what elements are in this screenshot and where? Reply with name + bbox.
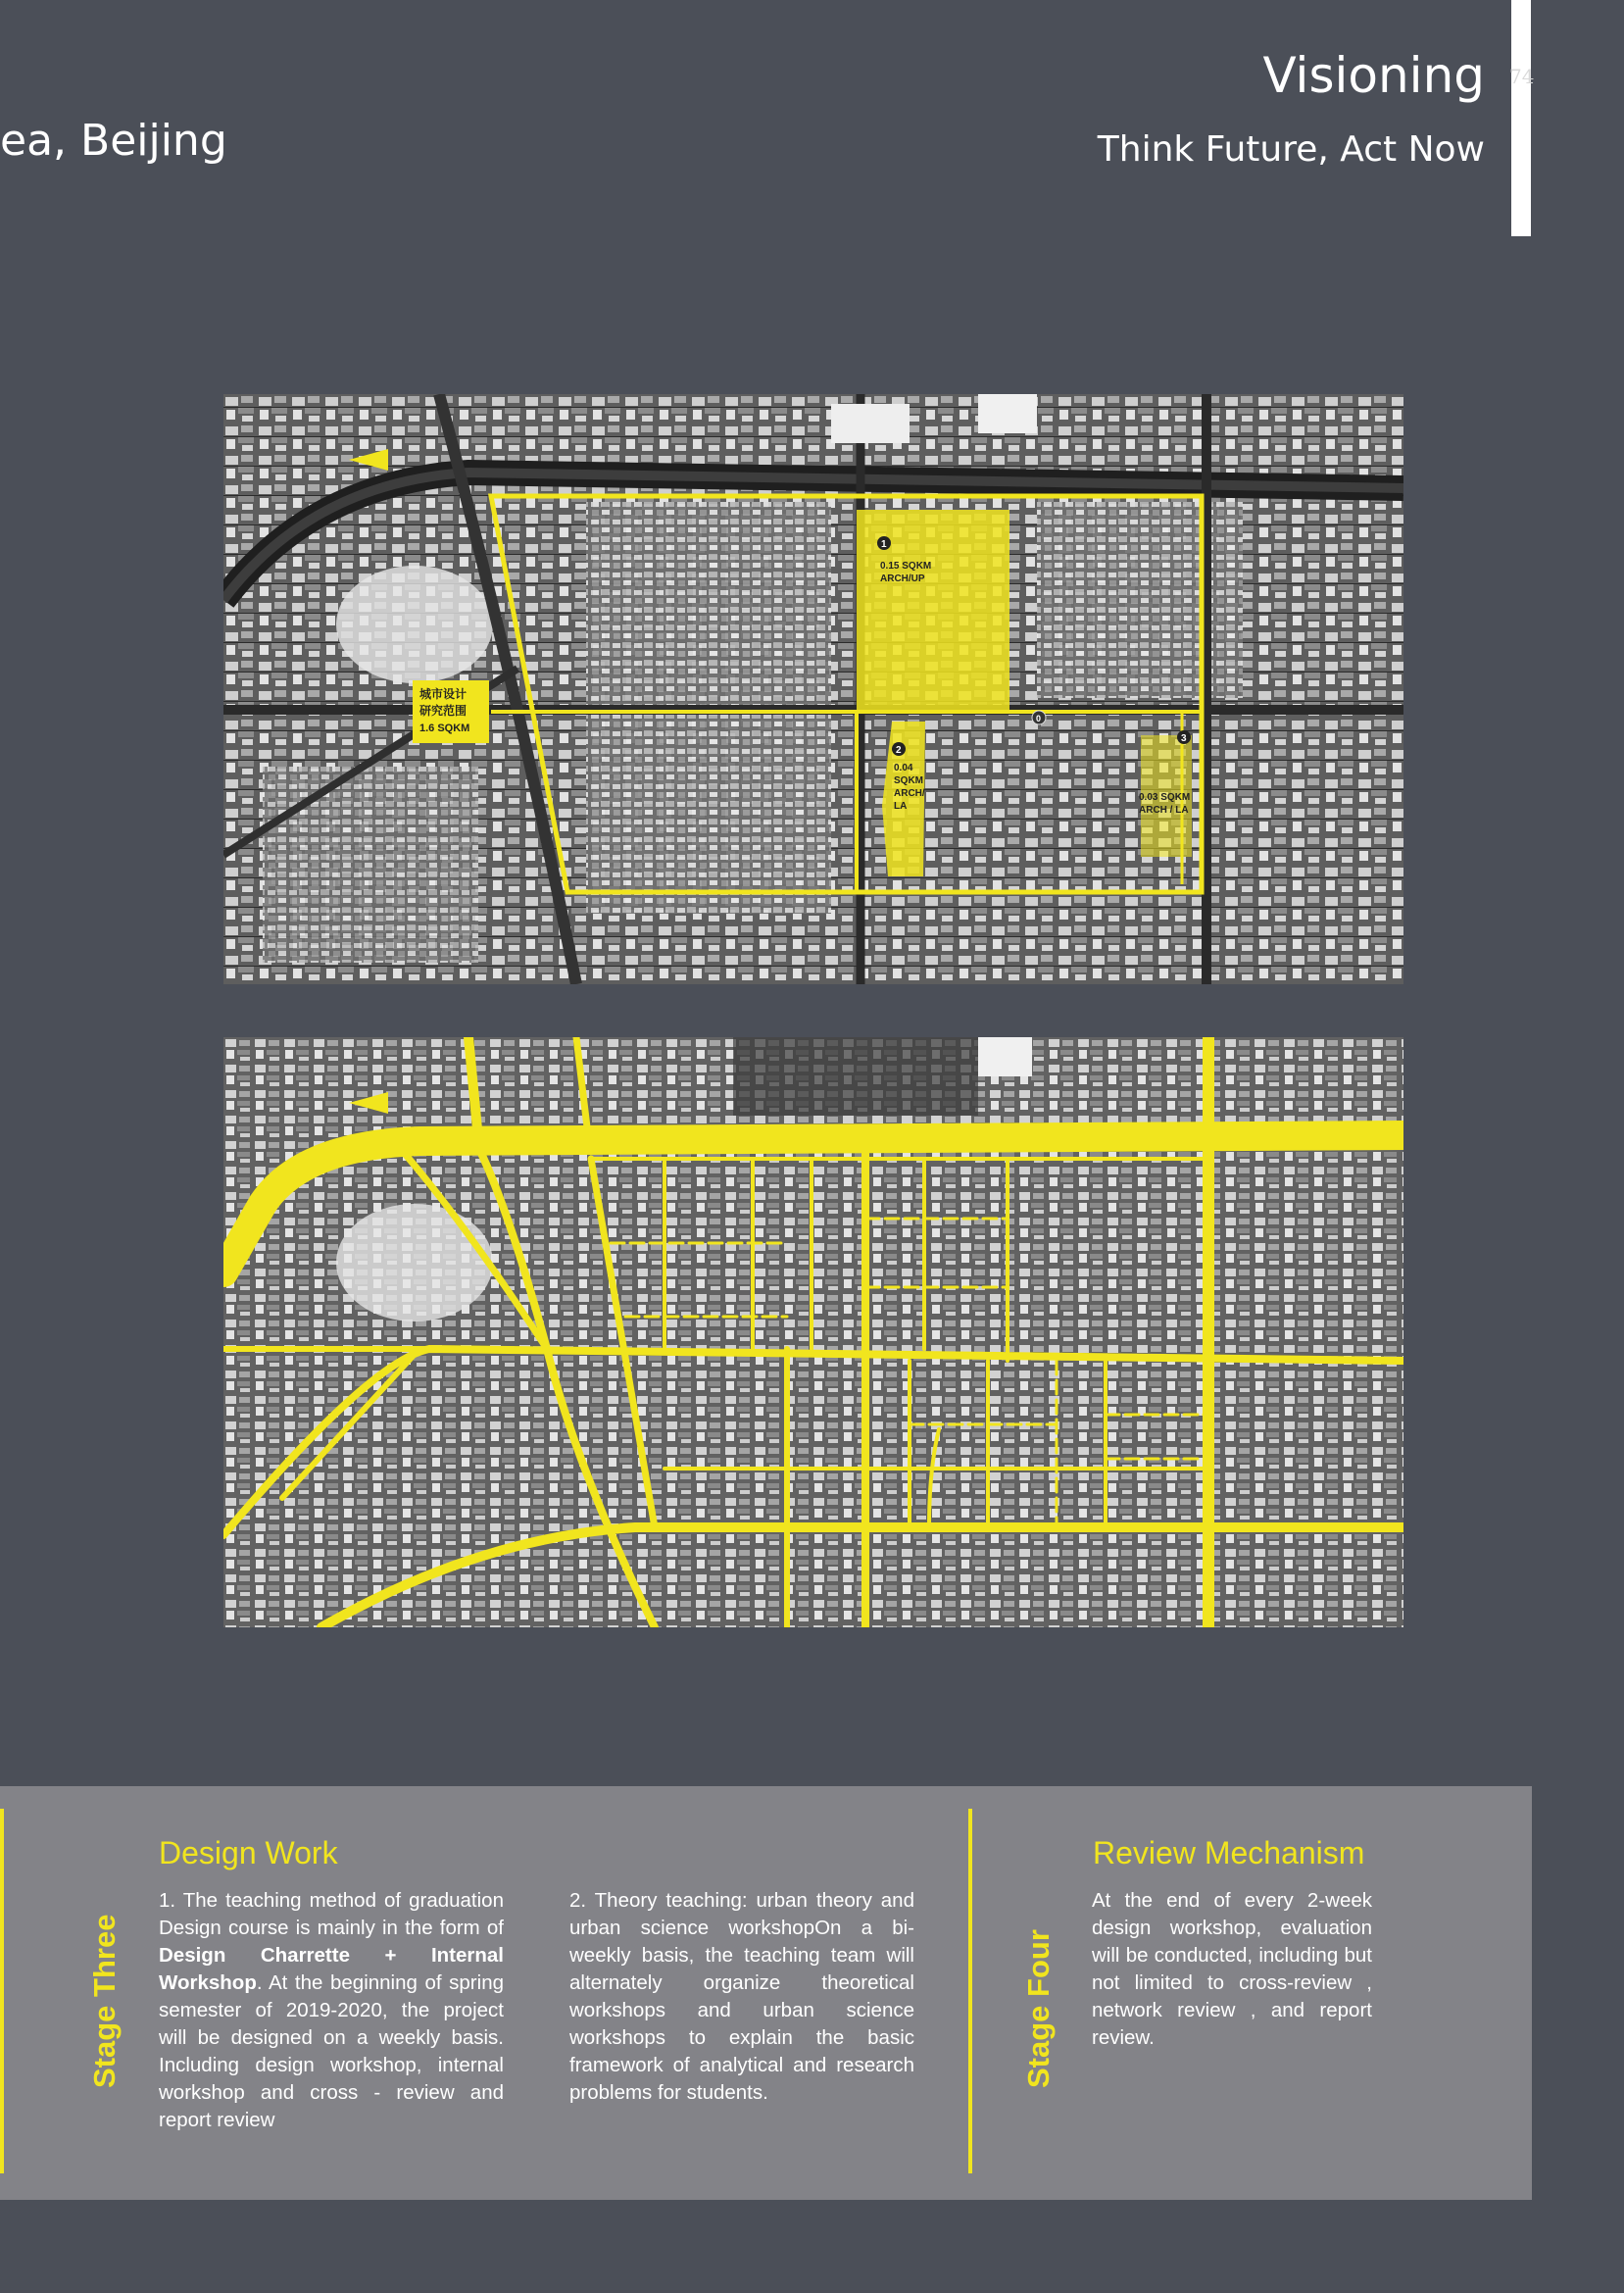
zone-2-line-4: LA (894, 801, 908, 812)
street-network-map (223, 1037, 1403, 1627)
page-edge-bar (1511, 0, 1531, 236)
zone-1-area: 0.15 SQKM (880, 561, 932, 572)
site-scope-map-svg (223, 394, 1403, 984)
zone-3-discipline: ARCH / LA (1139, 805, 1189, 816)
zone-3-area: 0.03 SQKM (1139, 792, 1191, 803)
study-area-label-cn-2: 研究范围 (419, 704, 468, 718)
zone-2-number: 2 (896, 745, 902, 756)
site-scope-map (223, 394, 1403, 984)
page-subtitle: Think Future, Act Now (1097, 129, 1485, 170)
study-area-size: 1.6 SQKM (419, 723, 470, 734)
design-work-text-2: 2. Theory teaching: urban theory and urban science workshopOn a bi-weekly basis, the teaching team will alternately organize theoretical workshops and urban science workshops to explain the basic framework of analytical and research problems for students. (569, 1889, 914, 2104)
design-work-text-1 (159, 1887, 504, 2134)
study-area-label-cn-1: 城市设计 (419, 687, 468, 701)
zone-1-discipline: ARCH/UP (880, 573, 925, 584)
stage-four-label: Stage Four (1021, 1929, 1056, 2088)
page-number: 74 (1509, 65, 1535, 88)
zone-2-line-1: 0.04 (894, 763, 913, 773)
junction-number: 0 (1036, 714, 1042, 723)
design-work-heading: Design Work (159, 1835, 338, 1870)
zone-2-line-3: ARCH/ (894, 788, 925, 799)
street-network-map-svg (223, 1037, 1403, 1627)
zone-3-number: 3 (1181, 733, 1187, 744)
stage-four-divider (968, 1809, 972, 2173)
stage-three-divider (0, 1809, 4, 2173)
design-work-text-1a: 1. The teaching method of graduation Design course is mainly in the form of (159, 1889, 504, 1939)
review-mechanism-text: At the end of every 2-week design workshop, evaluation will be conducted, including but not limited to cross-review , network review , and report review. (1092, 1889, 1372, 2049)
zone-1-number: 1 (881, 539, 887, 550)
page-title: Visioning (1262, 47, 1485, 104)
design-work-text-1-bold: Design Charrette + Internal Workshop (159, 1944, 504, 1994)
stage-three-label: Stage Three (87, 1914, 122, 2088)
design-work-text-1b: . At the beginning of spring semester of 2019-2020, the project will be designed on a weekly basis. Including design workshop, internal workshop and cross - review and report review (159, 1971, 504, 2131)
review-mechanism-heading: Review Mechanism (1093, 1835, 1365, 1870)
project-location-title: ea, Beijing (0, 116, 227, 166)
zone-2-line-2: SQKM (894, 775, 923, 786)
